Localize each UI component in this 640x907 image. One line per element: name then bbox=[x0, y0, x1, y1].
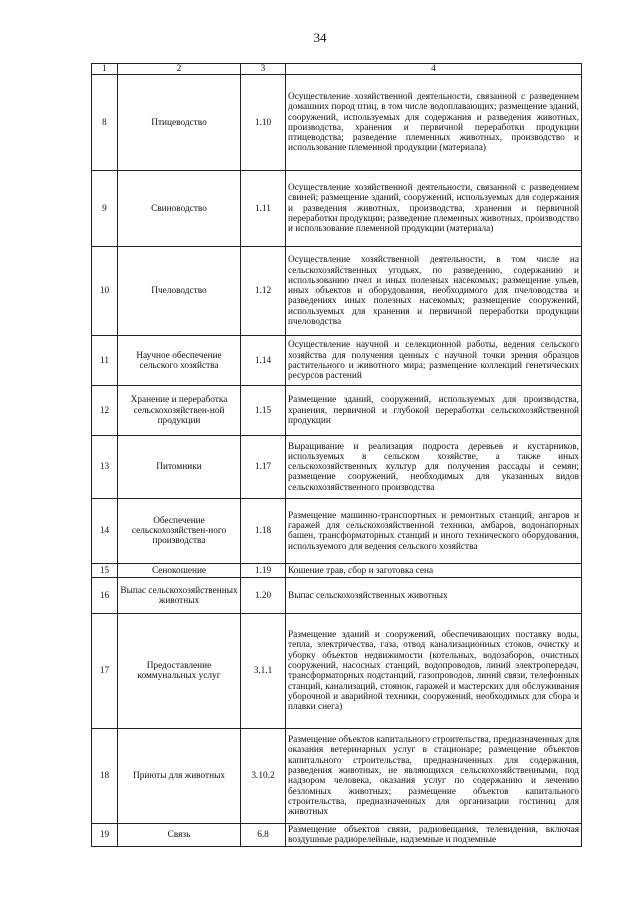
use-type-description: Размещение объектов капитального строительства, предназначенных для оказания ветеринарных услуг в стационаре; размещение объектов капитального строительства, предназначенных для содержания, разведения животных, не являющихся сельскохозяйственными, под надзором человека, оказания услуг по содержанию и лечению безломных животных; размещение объектов капитального строительства, предназначенных для организации гостиниц для животных bbox=[286, 729, 582, 824]
use-type-description: Размещение машинно-транспортных и ремонтных станций, ангаров и гаражей для сельскохозяйственной техники, амбаров, водонапорных башен, трансформаторных станций и иного технического оборудования, используемого для ведения сельского хозяйства bbox=[286, 499, 582, 564]
table-row bbox=[92, 171, 582, 247]
header-cell: 3 bbox=[241, 64, 286, 75]
table-row bbox=[92, 564, 582, 578]
use-type-description: Осуществление хозяйственной деятельности, связанной с разведением свиней; размещение зданий, сооружений, используемых для содержания и разведения животных, производства, хранения и первичной переработки продукции; разведение племенных животных, производство и использование племенной продукции (материала) bbox=[286, 171, 582, 247]
use-type-code: 1.14 bbox=[241, 336, 286, 386]
table-row bbox=[92, 75, 582, 171]
use-type-description: Размещение объектов связи, радиовещания, телевидения, включая воздушные радиорелейные, надземные и подземные bbox=[286, 824, 582, 847]
use-type-name: Сенокошение bbox=[118, 564, 241, 578]
use-type-name: Выпас сельскохозяйственных животных bbox=[118, 578, 241, 614]
use-type-description: Осуществление хозяйственной деятельности, связанной с разведением домашних пород птиц, в том числе водоплавающих; размещение зданий, сооружений, используемых для содержания и разведения животных, производства, хранения и первичной переработки продукции птицеводства; разведение племенных животных, производство и использование племенной продукции (материала) bbox=[286, 75, 582, 171]
land-use-table bbox=[91, 63, 582, 847]
use-type-code: 1.12 bbox=[241, 247, 286, 336]
table-row bbox=[92, 336, 582, 386]
use-type-code: 1.11 bbox=[241, 171, 286, 247]
use-type-name: Пчеловодство bbox=[118, 247, 241, 336]
use-type-code: 1.17 bbox=[241, 436, 286, 499]
use-type-code: 1.19 bbox=[241, 564, 286, 578]
table-row bbox=[92, 824, 582, 847]
row-number: 13 bbox=[92, 436, 118, 499]
row-number: 11 bbox=[92, 336, 118, 386]
table-header-row bbox=[92, 64, 582, 75]
use-type-code: 1.15 bbox=[241, 386, 286, 436]
header-cell: 1 bbox=[92, 64, 118, 75]
use-type-name: Птицеводство bbox=[118, 75, 241, 171]
use-type-code: 3.10.2 bbox=[241, 729, 286, 824]
use-type-name: Приюты для животных bbox=[118, 729, 241, 824]
use-type-description: Кошение трав, сбор и заготовка сена bbox=[286, 564, 582, 578]
use-type-code: 1.20 bbox=[241, 578, 286, 614]
table-row bbox=[92, 436, 582, 499]
use-type-description: Осуществление научной и селекционной работы, ведения сельского хозяйства для получения ценных с научной точки зрения образцов растительного и животного мира; размещение коллекций генетических ресурсов растений bbox=[286, 336, 582, 386]
use-type-code: 1.10 bbox=[241, 75, 286, 171]
use-type-code: 3.1.1 bbox=[241, 614, 286, 729]
use-type-description: Размещение зданий и сооружений, обеспечивающих поставку воды, тепла, электричества, газа, отвод канализационных стоков, очистку и уборку объектов недвижимости (котельных, водозаборов, очистных сооружений, насосных станций, водопроводов, линий электропередач, трансформаторных подстанций, газопроводов, линий связи, телефонных станций, канализаций, стоянок, гаражей и мастерских для обслуживания уборочной и аварийной техники, сооружений, необходимых для сбора и плавки снега) bbox=[286, 614, 582, 729]
use-type-description: Выращивание и реализация подроста деревьев и кустарников, используемых в сельском хозяйстве, а также иных сельскохозяйственных культур для получения рассады и семян; размещение сооружений, необходимых для указанных видов сельскохозяйственного производства bbox=[286, 436, 582, 499]
use-type-name: Предоставление коммунальных услуг bbox=[118, 614, 241, 729]
header-cell: 4 bbox=[286, 64, 582, 75]
use-type-code: 1.18 bbox=[241, 499, 286, 564]
header-cell: 2 bbox=[118, 64, 241, 75]
row-number: 8 bbox=[92, 75, 118, 171]
row-number: 9 bbox=[92, 171, 118, 247]
use-type-name: Обеспечение сельскохозяйствен-ного производства bbox=[118, 499, 241, 564]
row-number: 18 bbox=[92, 729, 118, 824]
use-type-name: Свиноводство bbox=[118, 171, 241, 247]
row-number: 16 bbox=[92, 578, 118, 614]
table-row bbox=[92, 247, 582, 336]
table-row bbox=[92, 386, 582, 436]
row-number: 19 bbox=[92, 824, 118, 847]
use-type-code: 6.8 bbox=[241, 824, 286, 847]
row-number: 17 bbox=[92, 614, 118, 729]
table-row bbox=[92, 614, 582, 729]
table-row bbox=[92, 578, 582, 614]
row-number: 12 bbox=[92, 386, 118, 436]
use-type-name: Хранение и переработка сельскохозяйствен-ной продукции bbox=[118, 386, 241, 436]
row-number: 15 bbox=[92, 564, 118, 578]
table-row bbox=[92, 729, 582, 824]
row-number: 14 bbox=[92, 499, 118, 564]
row-number: 10 bbox=[92, 247, 118, 336]
use-type-description: Выпас сельскохозяйственных животных bbox=[286, 578, 582, 614]
use-type-description: Размещение зданий, сооружений, используемых для производства, хранения, первичной и глубокой переработки сельскохозяйственной продукции bbox=[286, 386, 582, 436]
use-type-name: Научное обеспечение сельского хозяйства bbox=[118, 336, 241, 386]
page-number: 34 bbox=[313, 30, 327, 45]
use-type-description: Осуществление хозяйственной деятельности, в том числе на сельскохозяйственных угодьях, по разведению, содержанию и использованию пчел и иных полезных насекомых; размещение ульев, иных объектов и оборудования, необходимого для пчеловодства и разведениях иных полезных насекомых; размещение сооружений, используемых для хранения и первичной переработки продукции пчеловодства bbox=[286, 247, 582, 336]
use-type-name: Связь bbox=[118, 824, 241, 847]
use-type-name: Питомники bbox=[118, 436, 241, 499]
table-row bbox=[92, 499, 582, 564]
